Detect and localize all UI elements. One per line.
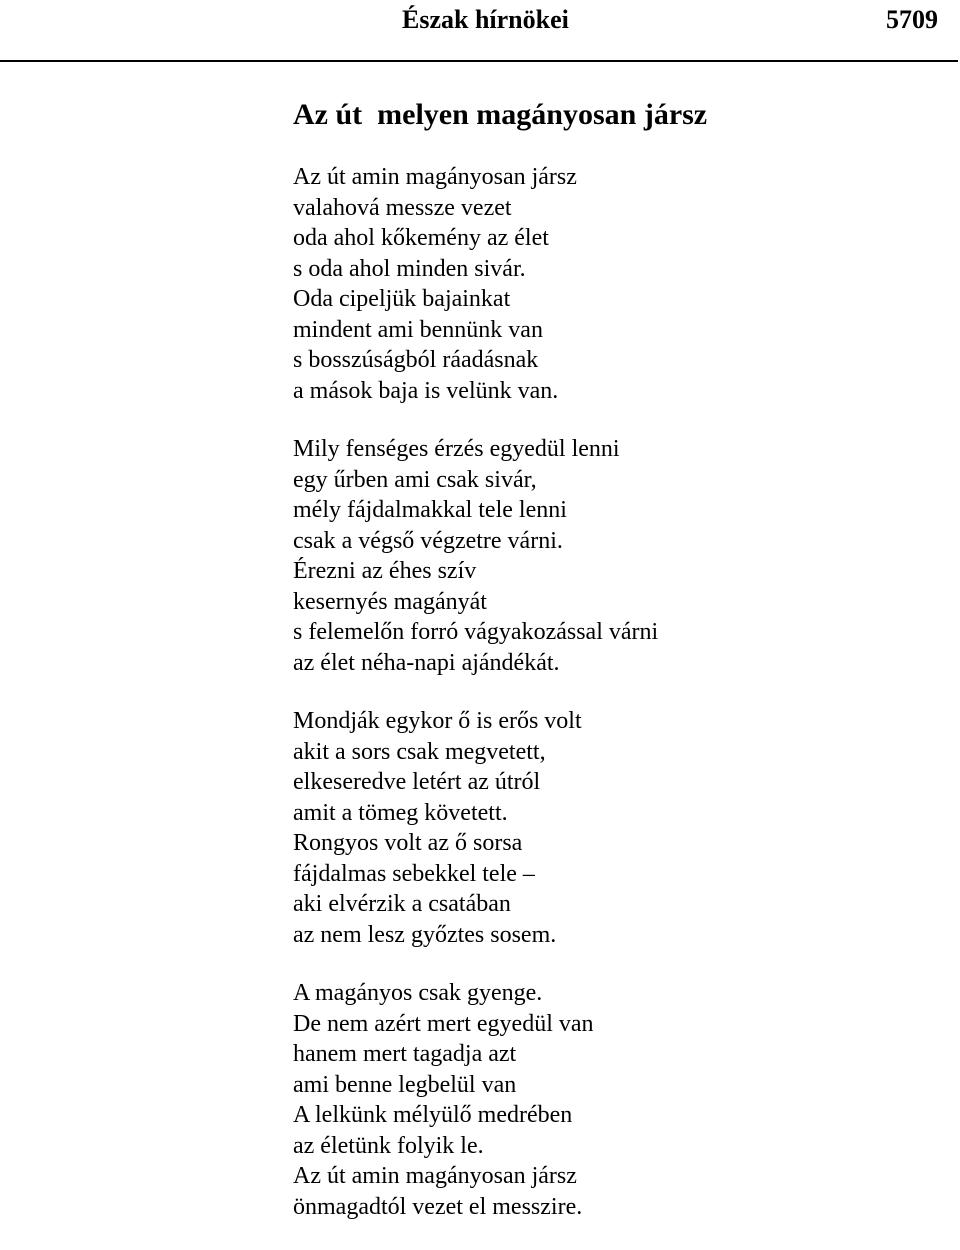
poem-line: Az út amin magányosan jársz: [293, 1163, 577, 1189]
poem-line: De nem azért mert egyedül van: [293, 1010, 594, 1037]
poem-line: akit a sors csak megvetett,: [293, 738, 546, 765]
poem-line: az életünk folyik le.: [293, 1132, 484, 1159]
poem-line: kesernyés magányát: [293, 588, 487, 615]
poem-line: s felemelőn forró vágyakozással várni: [293, 619, 659, 645]
poem-line: oda ahol kőkemény az élet: [293, 225, 549, 251]
poem-line: valahová messze vezet: [293, 194, 512, 221]
poem-line: Érezni az éhes szív: [293, 558, 477, 584]
stanza-3: [293, 706, 933, 950]
poem-line: egy űrben ami csak sivár,: [293, 466, 537, 493]
header-divider: [0, 60, 958, 62]
poem-line: Mondják egykor ő is erős volt: [293, 708, 582, 734]
poem-line: ami benne legbelül van: [293, 1071, 517, 1098]
poem: [293, 96, 933, 1250]
poem-title: Az út melyen magányosan jársz: [293, 98, 708, 131]
poem-line: Mily fenséges érzés egyedül lenni: [293, 436, 620, 462]
poem-line: A lelkünk mélyülő medrében: [293, 1102, 573, 1128]
poem-line: Rongyos volt az ő sorsa: [293, 830, 523, 856]
poem-line: az élet néha-napi ajándékát.: [293, 649, 560, 676]
poem-line: csak a végső végzetre várni.: [293, 527, 563, 554]
stanza-4: [293, 978, 933, 1222]
poem-line: s oda ahol minden sivár.: [293, 255, 526, 282]
poem-line: Az út amin magányosan jársz: [293, 164, 577, 190]
poem-line: hanem mert tagadja azt: [293, 1041, 517, 1067]
poem-line: a mások baja is velünk van.: [293, 377, 559, 404]
poem-line: fájdalmas sebekkel tele –: [293, 860, 535, 887]
page-header: [0, 0, 960, 62]
poem-line: Oda cipeljük bajainkat: [293, 286, 511, 312]
page-number: 5709: [886, 5, 938, 34]
stanza-2: [293, 434, 933, 678]
poem-line: amit a tömeg követett.: [293, 799, 508, 826]
poem-line: az nem lesz győztes sosem.: [293, 921, 557, 948]
poem-line: A magányos csak gyenge.: [293, 980, 543, 1006]
running-title: Észak hírnökei: [402, 5, 569, 34]
poem-line: elkeseredve letért az útról: [293, 769, 541, 795]
stanza-1: [293, 162, 933, 406]
poem-line: aki elvérzik a csatában: [293, 891, 511, 917]
poem-line: s bosszúságból ráadásnak: [293, 347, 539, 373]
poem-line: önmagadtól vezet el messzire.: [293, 1193, 583, 1220]
poem-line: mély fájdalmakkal tele lenni: [293, 497, 567, 523]
poem-line: mindent ami bennünk van: [293, 316, 543, 343]
